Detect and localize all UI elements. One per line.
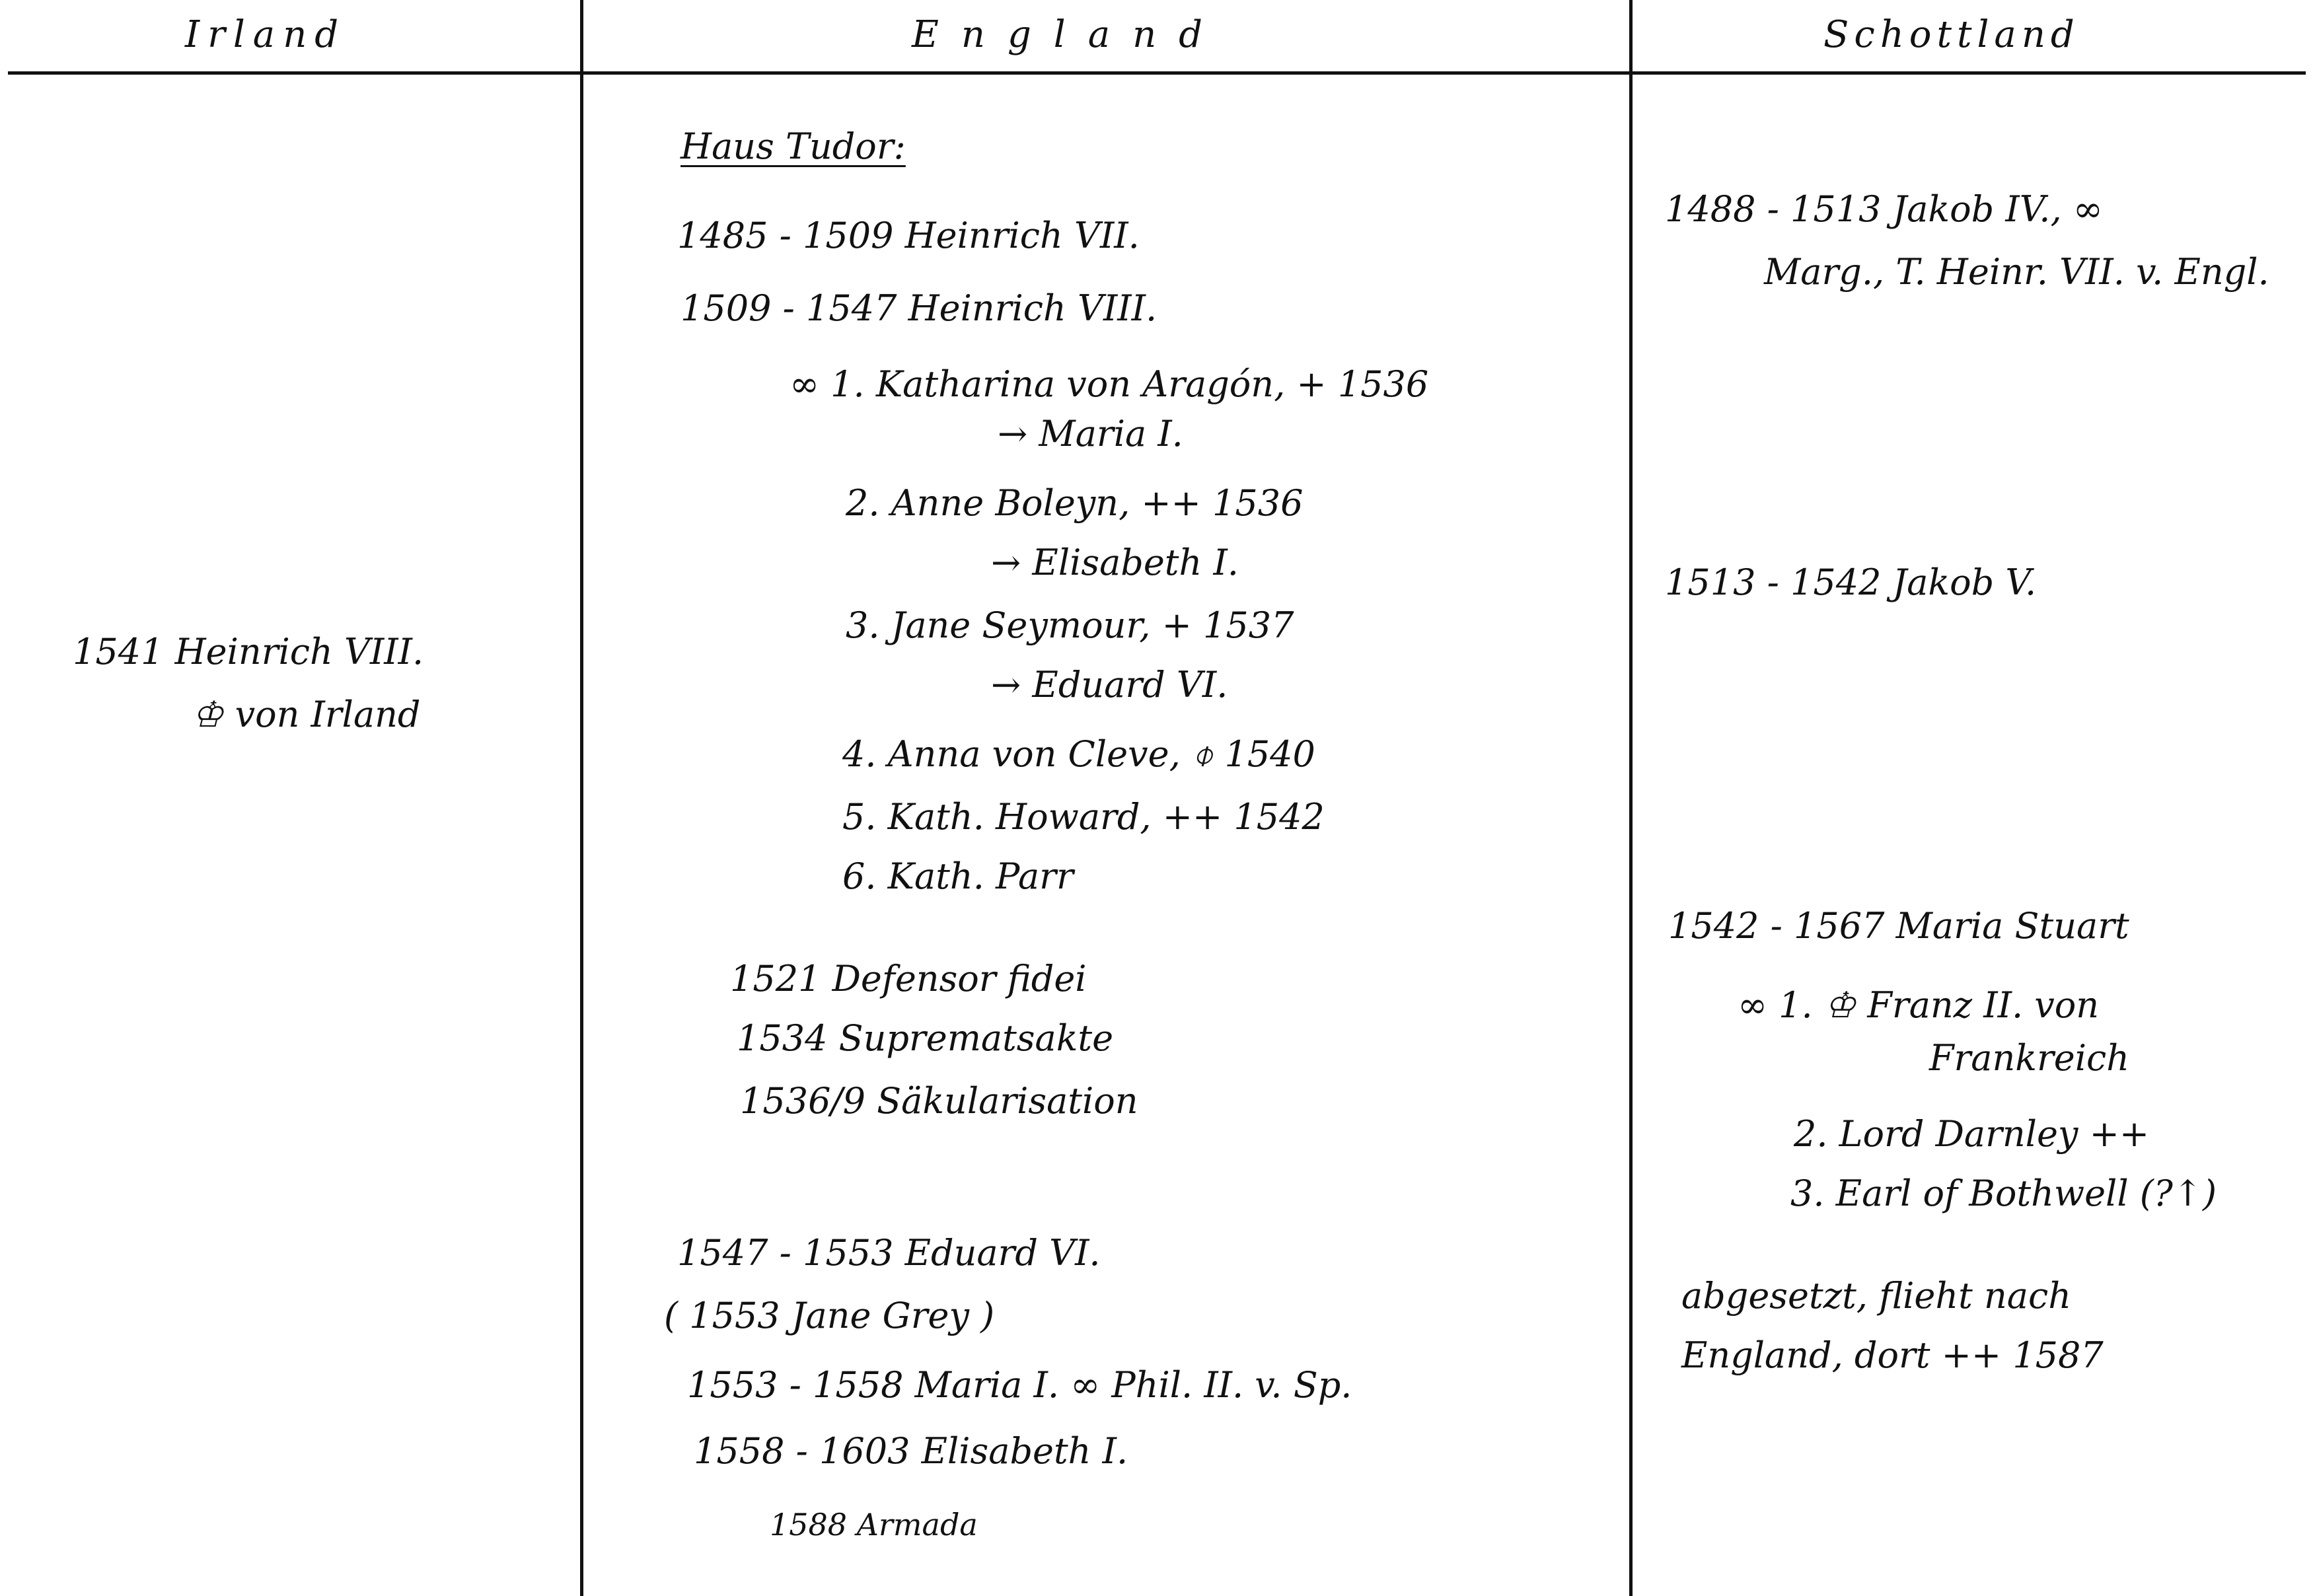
england-wife-6: 6. Kath. Parr — [842, 855, 1074, 897]
england-wife-2-child: → Elisabeth I. — [991, 542, 1239, 583]
irland-line-1: 1541 Heinrich VIII. — [73, 631, 424, 672]
schottland-jakob4-line-2: Marg., T. Heinr. VII. v. Engl. — [1764, 251, 2269, 293]
schottland-note-line-1: abgesetzt, flieht nach — [1681, 1275, 2072, 1317]
column-divider-left — [580, 0, 583, 1596]
england-wife-3: 3. Jane Seymour, + 1537 — [846, 604, 1294, 646]
header-rule — [8, 71, 2306, 75]
schottland-marriage-1-cont: Frankreich — [1929, 1037, 2130, 1079]
schottland-note-line-2: England, dort ++ 1587 — [1681, 1334, 2104, 1376]
england-later-1: 1547 - 1553 Eduard VI. — [677, 1232, 1101, 1274]
header-england: England — [912, 13, 1226, 56]
england-wife-2: 2. Anne Boleyn, ++ 1536 — [846, 482, 1304, 524]
england-event-2: 1534 Suprematsakte — [737, 1017, 1114, 1059]
header-schottland: Schottland — [1823, 13, 2080, 56]
schottland-maria-stuart: 1542 - 1567 Maria Stuart — [1668, 905, 2129, 947]
schottland-marriage-2: 2. Lord Darnley ++ — [1794, 1113, 2150, 1155]
england-ruler-1: 1485 - 1509 Heinrich VII. — [677, 215, 1140, 256]
schottland-marriage-3: 3. Earl of Bothwell (?↑) — [1790, 1173, 2217, 1214]
england-ruler-2: 1509 - 1547 Heinrich VIII. — [680, 287, 1158, 329]
england-wife-3-child: → Eduard VI. — [991, 664, 1228, 706]
schottland-jakob4-line-1: 1488 - 1513 Jakob IV., ∞ — [1665, 188, 2103, 230]
england-later-4: 1558 - 1603 Elisabeth I. — [694, 1430, 1128, 1472]
england-section-title: Haus Tudor: — [680, 126, 906, 167]
england-later-2: ( 1553 Jane Grey ) — [664, 1295, 995, 1336]
header-irland: Irland — [185, 13, 347, 56]
england-wife-1-child: → Maria I. — [998, 413, 1183, 454]
irland-line-2: ♔ von Irland — [192, 694, 421, 735]
england-event-3: 1536/9 Säkularisation — [740, 1080, 1138, 1122]
schottland-marriage-1: ∞ 1. ♔ Franz II. von — [1738, 984, 2100, 1026]
england-wife-5: 5. Kath. Howard, ++ 1542 — [842, 796, 1325, 838]
england-armada: 1588 Armada — [770, 1507, 978, 1542]
england-wife-4: 4. Anna von Cleve, ⌽ 1540 — [842, 733, 1315, 775]
schottland-jakob5: 1513 - 1542 Jakob V. — [1665, 562, 2037, 603]
england-event-1: 1521 Defensor fidei — [730, 958, 1087, 999]
column-divider-right — [1629, 0, 1633, 1596]
england-wife-1: ∞ 1. Katharina von Aragón, + 1536 — [790, 363, 1429, 405]
england-later-3: 1553 - 1558 Maria I. ∞ Phil. II. v. Sp. — [687, 1364, 1352, 1406]
